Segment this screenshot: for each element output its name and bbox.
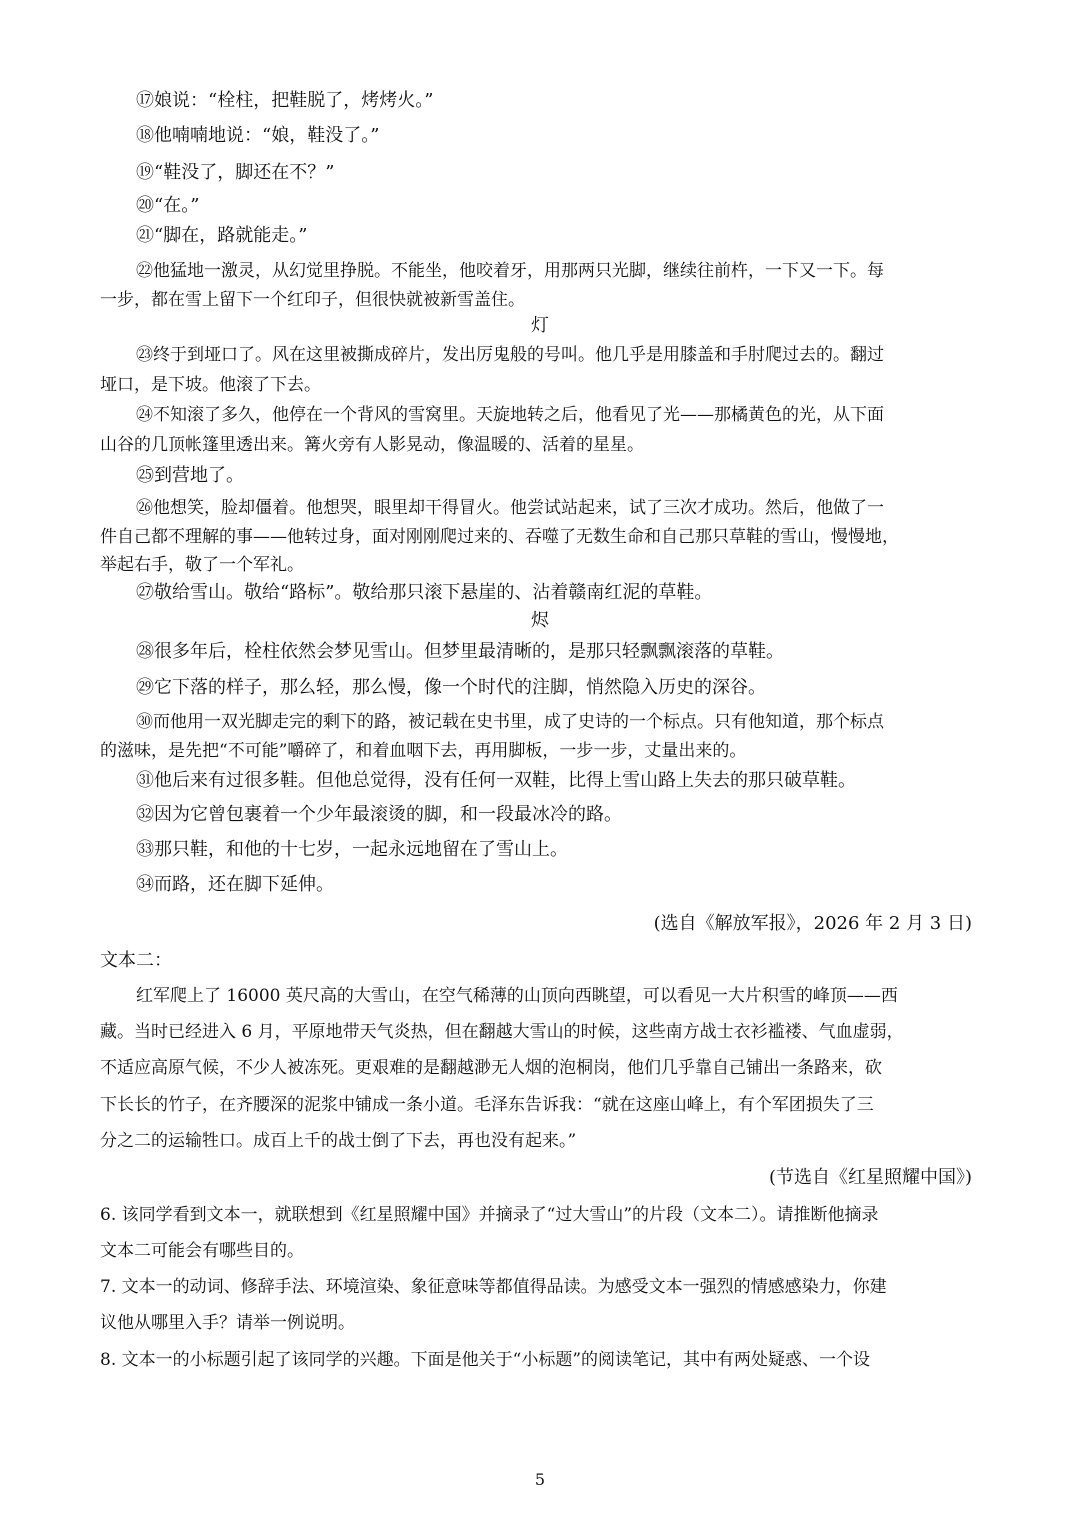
- para-30-line1: ㉚而他用一双光脚走完的剩下的路，被记载在史书里，成了史诗的一个标点。只有他知道，那个标点: [136, 712, 884, 732]
- page-number: 5: [534, 1470, 546, 1489]
- subheading-deng: 灯: [531, 315, 549, 336]
- question-7-line2: 议他从哪里入手？请举一例说明。: [100, 1313, 355, 1333]
- para-24-line2: 山谷的几顶帐篷里透出来。篝火旁有人影晃动，像温暖的、活着的星星。: [100, 435, 644, 455]
- para-22-line2: 一步，都在雪上留下一个红印子，但很快就被新雪盖住。: [100, 290, 525, 310]
- para-18: ⑱他喃喃地说：“娘，鞋没了。”: [136, 125, 380, 146]
- para-31: ㉛他后来有过很多鞋。但他总觉得，没有任何一双鞋，比得上雪山路上失去的那只破草鞋。: [136, 770, 856, 791]
- para-17: ⑰娘说：“栓柱，把鞋脱了，烤烤火。”: [136, 90, 434, 111]
- para-23-line2: 垭口，是下坡。他滚了下去。: [100, 375, 321, 395]
- para-26-line2: 件自己都不理解的事——他转过身，面对刚刚爬过来的、吞噬了无数生命和自己那只草鞋的雪山，慢慢地，: [100, 527, 899, 547]
- text2-line2: 藏。当时已经进入 6 月，平原地带天气炎热，但在翻越大雪山的时候，这些南方战士衣衫褴褛、气血虚弱，: [100, 1022, 904, 1042]
- para-25: ㉕到营地了。: [136, 465, 244, 486]
- question-7-line1: 7. 文本一的动词、修辞手法、环境渲染、象征意味等都值得品读。为感受文本一强烈的情感感染力，你建: [100, 1277, 887, 1297]
- para-20: ⑳“在。”: [136, 195, 200, 216]
- text2-line1: 红军爬上了 16000 英尺高的大雪山，在空气稀薄的山顶向西眺望，可以看见一大片积雪的峰顶——西: [136, 986, 898, 1006]
- question-6-line2: 文本二可能会有哪些目的。: [100, 1241, 304, 1261]
- source-citation-2: (节选自《红星照耀中国》): [768, 1167, 972, 1188]
- para-28: ㉘很多年后，栓柱依然会梦见雪山。但梦里最清晰的，是那只轻飘飘滚落的草鞋。: [136, 641, 784, 662]
- para-19: ⑲“鞋没了，脚还在不？”: [136, 162, 335, 183]
- para-33: ㉝那只鞋，和他的十七岁，一起永远地留在了雪山上。: [136, 839, 568, 860]
- para-34: ㉞而路，还在脚下延伸。: [136, 874, 334, 895]
- para-29: ㉙它下落的样子，那么轻，那么慢，像一个时代的注脚，悄然隐入历史的深谷。: [136, 677, 766, 698]
- question-8-line1: 8. 文本一的小标题引起了该同学的兴趣。下面是他关于“小标题”的阅读笔记，其中有两处疑惑、一个设: [100, 1350, 871, 1370]
- para-32: ㉜因为它曾包裹着一个少年最滚烫的脚，和一段最冰冷的路。: [136, 804, 622, 825]
- para-24-line1: ㉔不知滚了多久，他停在一个背风的雪窝里。天旋地转之后，他看见了光——那橘黄色的光，从下面: [136, 405, 884, 425]
- para-21: ㉑“脚在，路就能走。”: [136, 225, 308, 246]
- text2-line3: 不适应高原气候，不少人被冻死。更艰难的是翻越渺无人烟的泡桐岗，他们几乎靠自己铺出一条路来，砍: [100, 1058, 882, 1078]
- para-22-line1: ㉒他猛地一激灵，从幻觉里挣脱。不能坐，他咬着牙，用那两只光脚，继续往前杵，一下又一下。每: [136, 261, 884, 281]
- para-30-line2: 的滋味，是先把“不可能”嚼碎了，和着血咽下去，再用脚板，一步一步，丈量出来的。: [100, 741, 747, 761]
- question-6-line1: 6. 该同学看到文本一，就联想到《红星照耀中国》并摘录了“过大雪山”的片段（文本二）。请推断他摘录: [100, 1205, 879, 1225]
- source-citation-1: (选自《解放军报》，2026 年 2 月 3 日): [653, 913, 972, 934]
- subheading-jin: 烬: [531, 610, 549, 631]
- text2-line4: 下长长的竹子，在齐腰深的泥浆中铺成一条小道。毛泽东告诉我：“就在这座山峰上，有个军团损失了三: [100, 1095, 874, 1115]
- para-26-line1: ㉖他想笑，脸却僵着。他想哭，眼里却干得冒火。他尝试站起来，试了三次才成功。然后，他做了一: [136, 498, 884, 518]
- para-23-line1: ㉓终于到垭口了。风在这里被撕成碎片，发出厉鬼般的号叫。他几乎是用膝盖和手肘爬过去的。翻过: [136, 345, 884, 365]
- text2-line5: 分之二的运输牲口。成百上千的战士倒了下去，再也没有起来。”: [100, 1131, 577, 1151]
- text2-label: 文本二：: [100, 950, 172, 971]
- para-26-line3: 举起右手，敬了一个军礼。: [100, 555, 304, 575]
- para-27: ㉗敬给雪山。敬给“路标”。敬给那只滚下悬崖的、沾着赣南红泥的草鞋。: [136, 582, 713, 603]
